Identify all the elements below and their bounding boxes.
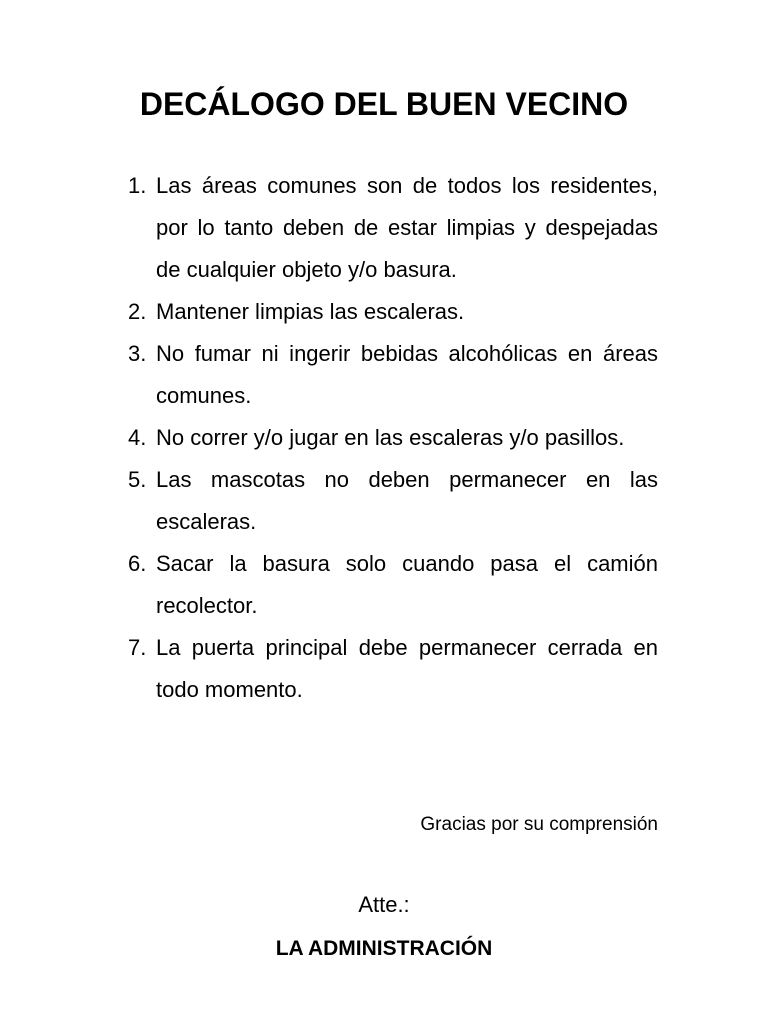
rule-number: 5. bbox=[128, 467, 147, 492]
list-item bbox=[128, 627, 658, 711]
rule-number: 6. bbox=[128, 551, 147, 576]
closing-text: Atte.: bbox=[358, 892, 410, 917]
list-item bbox=[128, 291, 658, 333]
rule-number: 1. bbox=[128, 173, 147, 198]
rule-text: Sacar la basura solo cuando pasa el camión recolector. bbox=[156, 551, 658, 618]
document-title: DECÁLOGO DEL BUEN VECINO bbox=[139, 86, 629, 122]
signature-text: LA ADMINISTRACIÓN bbox=[275, 937, 493, 960]
list-item bbox=[128, 543, 658, 627]
thanks-note: Gracias por su comprensión bbox=[420, 814, 658, 835]
rule-text: Mantener limpias las escaleras. bbox=[156, 299, 465, 324]
rule-number: 7. bbox=[128, 635, 147, 660]
list-item bbox=[128, 165, 658, 291]
list-item bbox=[128, 333, 658, 417]
rules-list bbox=[128, 165, 658, 711]
rule-number: 3. bbox=[128, 341, 147, 366]
rule-text: No correr y/o jugar en las escaleras y/o pasillos. bbox=[156, 425, 625, 450]
rule-text: No fumar ni ingerir bebidas alcohólicas en áreas comunes. bbox=[156, 341, 658, 408]
rule-text: Las mascotas no deben permanecer en las escaleras. bbox=[156, 467, 658, 534]
list-item bbox=[128, 459, 658, 543]
rule-number: 4. bbox=[128, 425, 147, 450]
rule-text: Las áreas comunes son de todos los residentes, por lo tanto deben de estar limpias y despejadas de cualquier objeto y/o basura. bbox=[156, 173, 658, 282]
list-item bbox=[128, 417, 658, 459]
rule-text: La puerta principal debe permanecer cerrada en todo momento. bbox=[156, 635, 658, 702]
rule-number: 2. bbox=[128, 299, 147, 324]
